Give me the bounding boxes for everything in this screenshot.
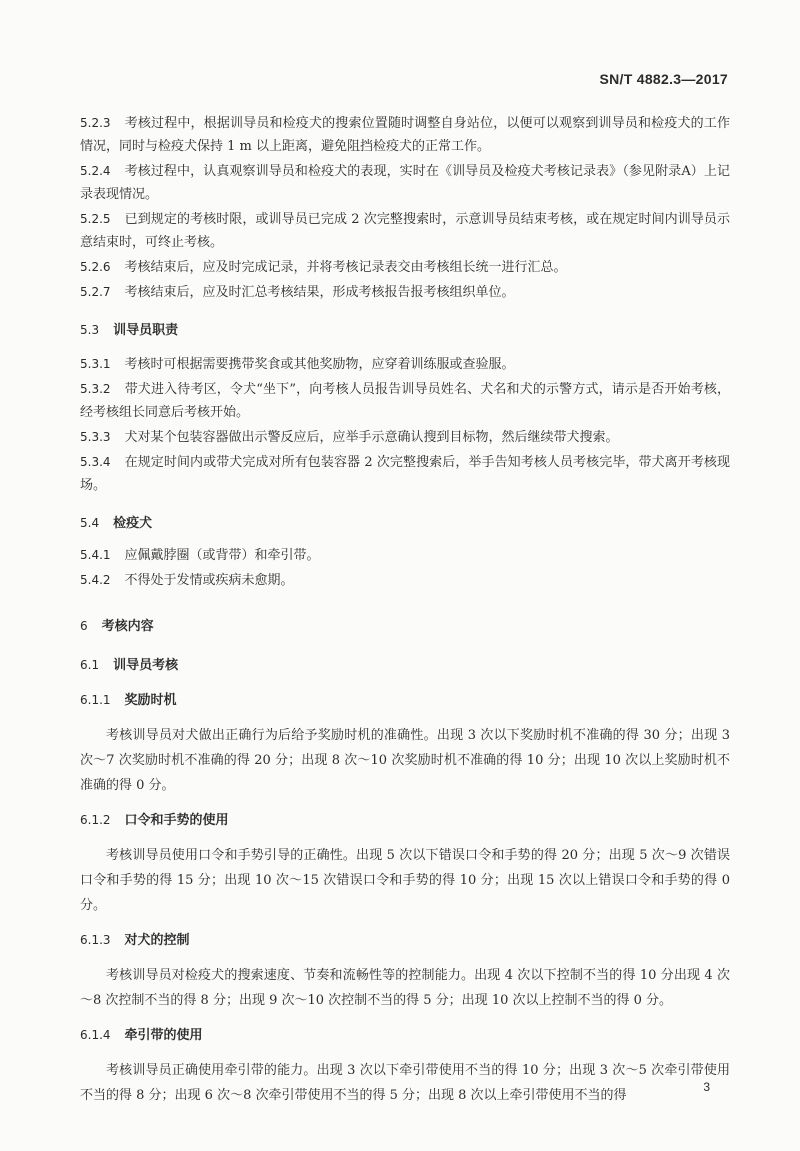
subclause-body: 考核训导员对检疫犬的搜索速度、节奏和流畅性等的控制能力。出现 4 次以下控制不当的得 10 分出现 4 次～8 次控制不当的得 8 分；出现 9 次～10 次控制不当的得 5 分；出现 10 次以上控制不当的得 0 分。 <box>80 968 730 1008</box>
clause-number: 5.3.4 <box>80 455 111 469</box>
subclause-6-1-4 <box>80 1025 730 1108</box>
section-number: 6.1 <box>80 658 100 672</box>
subclause-6-1-1 <box>80 690 730 798</box>
clause-group-5-3 <box>80 353 730 497</box>
section-title: 检疫犬 <box>113 516 153 531</box>
clause-5-4-2 <box>80 569 730 592</box>
clause-5-2-5 <box>80 208 730 254</box>
page-number: 3 <box>703 1080 710 1094</box>
page-body <box>80 112 730 1108</box>
clause-text: 犬对某个包装容器做出示警反应后，应举手示意确认搜到目标物，然后继续带犬搜索。 <box>124 430 619 445</box>
clause-5-3-1 <box>80 353 730 376</box>
clause-number: 5.2.7 <box>80 285 111 299</box>
subclause-body: 考核训导员正确使用牵引带的能力。出现 3 次以下牵引带使用不当的得 10 分；出现 3 次～5 次牵引带使用不当的得 8 分；出现 6 次～8 次牵引带使用不当的得 5 分；出现 8 次以上牵引带使用不当的得 <box>80 1063 730 1103</box>
section-title: 训导员职责 <box>113 323 179 338</box>
chapter-title: 考核内容 <box>101 619 154 634</box>
clause-number: 5.2.5 <box>80 212 111 226</box>
section-heading-5-3 <box>80 320 730 341</box>
clause-text: 考核过程中，根据训导员和检疫犬的搜索位置随时调整自身站位，以便可以观察到训导员和检疫犬的工作情况，同时与检疫犬保持 1 m 以上距离，避免阻挡检疫犬的正常工作。 <box>80 116 730 154</box>
clause-5-2-6 <box>80 256 730 279</box>
subclause-title: 奖励时机 <box>124 693 177 708</box>
subclause-heading <box>80 810 730 831</box>
subclause-title: 牵引带的使用 <box>124 1028 203 1043</box>
section-title: 训导员考核 <box>113 658 179 673</box>
section-heading-5-4 <box>80 513 730 534</box>
clause-number: 5.2.3 <box>80 116 111 130</box>
subclause-body: 考核训导员对犬做出正确行为后给予奖励时机的准确性。出现 3 次以下奖励时机不准确的得 30 分；出现 3 次～7 次奖励时机不准确的得 20 分；出现 8 次～10 次奖励时机不准确的得 10 分；出现 10 次以上奖励时机不准确的得 0 分。 <box>80 728 730 793</box>
subclause-title: 口令和手势的使用 <box>124 813 229 828</box>
clause-group-5-2 <box>80 112 730 304</box>
clause-number: 5.2.4 <box>80 164 111 178</box>
clause-5-4-1 <box>80 544 730 567</box>
clause-number: 5.3.1 <box>80 357 111 371</box>
subclause-title: 对犬的控制 <box>124 933 190 948</box>
clause-number: 5.4.2 <box>80 573 111 587</box>
subclause-heading <box>80 1025 730 1046</box>
clause-text: 应佩戴脖圈（或背带）和牵引带。 <box>124 548 320 563</box>
subclause-number: 6.1.1 <box>80 693 111 707</box>
chapter-heading-6 <box>80 616 730 637</box>
clause-5-2-4 <box>80 160 730 206</box>
subclause-heading <box>80 690 730 711</box>
clause-text: 考核过程中，认真观察训导员和检疫犬的表现，实时在《训导员及检疫犬考核记录表》（参见附录A）上记录表现情况。 <box>80 164 730 202</box>
clause-number: 5.3.2 <box>80 382 111 396</box>
clause-5-3-3 <box>80 426 730 449</box>
subclause-6-1-3 <box>80 930 730 1013</box>
clause-number: 5.3.3 <box>80 430 111 444</box>
subclause-body: 考核训导员使用口令和手势引导的正确性。出现 5 次以下错误口令和手势的得 20 分；出现 5 次～9 次错误口令和手势的得 15 分；出现 10 次～15 次错误口令和手势的得 10 分；出现 15 次以上错误口令和手势的得 0 分。 <box>80 848 730 913</box>
clause-text: 考核时可根据需要携带奖食或其他奖励物，应穿着训练服或查验服。 <box>124 357 515 372</box>
clause-5-2-3 <box>80 112 730 158</box>
clause-number: 5.2.6 <box>80 260 111 274</box>
clause-text: 不得处于发情或疾病未愈期。 <box>124 573 294 588</box>
clause-text: 考核结束后，应及时完成记录，并将考核记录表交由考核组长统一进行汇总。 <box>124 260 567 275</box>
clause-5-2-7 <box>80 281 730 304</box>
clause-text: 已到规定的考核时限，或训导员已完成 2 次完整搜索时，示意训导员结束考核，或在规定时间内训导员示意结束时，可终止考核。 <box>80 212 730 250</box>
clause-text: 在规定时间内或带犬完成对所有包装容器 2 次完整搜索后，举手告知考核人员考核完毕，带犬离开考核现场。 <box>80 455 730 493</box>
clause-number: 5.4.1 <box>80 548 111 562</box>
section-number: 5.4 <box>80 516 100 530</box>
section-heading-6-1 <box>80 655 730 676</box>
chapter-number: 6 <box>80 619 88 633</box>
standard-code: SN/T 4882.3—2017 <box>599 71 728 87</box>
subclause-6-1-2 <box>80 810 730 918</box>
subclause-number: 6.1.2 <box>80 813 111 827</box>
clause-group-5-4 <box>80 544 730 592</box>
subclause-number: 6.1.3 <box>80 933 111 947</box>
subclause-heading <box>80 930 730 951</box>
subclause-number: 6.1.4 <box>80 1028 111 1042</box>
clause-text: 带犬进入待考区，令犬“坐下”，向考核人员报告训导员姓名、犬名和犬的示警方式，请示是否开始考核，经考核组长同意后考核开始。 <box>80 382 730 420</box>
clause-text: 考核结束后，应及时汇总考核结果，形成考核报告报考核组织单位。 <box>124 285 515 300</box>
section-number: 5.3 <box>80 323 100 337</box>
clause-5-3-4 <box>80 451 730 497</box>
clause-5-3-2 <box>80 378 730 424</box>
